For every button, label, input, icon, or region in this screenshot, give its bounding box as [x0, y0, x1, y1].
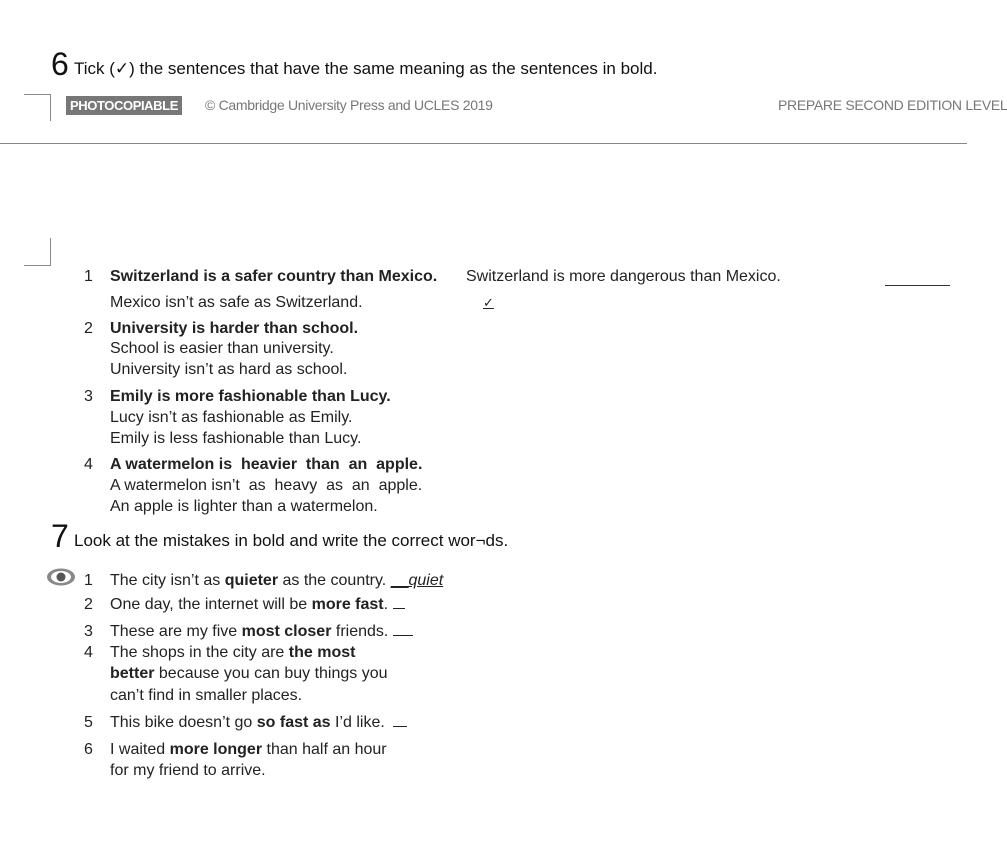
ex7-item-2-mistake: more fast — [311, 596, 384, 613]
ex7-item-4-post: because you can buy things you — [154, 665, 388, 682]
ex7-item-4-line-2 — [110, 664, 388, 684]
ex7-item-5-mistake: so fast as — [256, 714, 331, 731]
ex6-item-2-option-1: School is easier than university. — [110, 340, 334, 357]
ex7-item-4-pre: The shops in the city are — [110, 644, 289, 661]
ex7-item-1-post: as the country. — [278, 572, 387, 589]
ex6-item-3-number: 3 — [84, 388, 93, 405]
ex7-item-3-mistake: most closer — [241, 623, 332, 640]
ex7-item-4-number: 4 — [84, 644, 93, 661]
ex7-item-6-pre: I waited — [110, 741, 170, 758]
ex7-item-6-number: 6 — [84, 741, 93, 758]
exercise-7-number: 7 — [51, 518, 69, 554]
ex6-item-2-bold: University is harder than school. — [110, 320, 359, 337]
ex7-item-2-sentence — [110, 595, 405, 615]
ex7-item-2-post: . — [383, 596, 389, 613]
ex7-item-3-pre: These are my five — [110, 623, 242, 640]
ex7-item-2-pre: One day, the internet will be — [110, 596, 312, 613]
ex7-item-4-mistake-2: better — [110, 665, 155, 682]
level-text: PREPARE SECOND EDITION LEVEL — [778, 97, 1007, 113]
ex6-item-1-option-1: Switzerland is more dangerous than Mexico. — [466, 268, 781, 285]
ex6-item-4-number: 4 — [84, 456, 93, 473]
ex6-item-4-option-2: An apple is lighter than a watermelon. — [110, 498, 378, 515]
ex6-item-3-option-1: Lucy isn’t as fashionable as Emily. — [110, 409, 353, 426]
example-eye-icon — [46, 567, 76, 587]
ex7-item-6-post: than half an hour — [262, 741, 387, 758]
ex6-item-3-bold: Emily is more fashionable than Lucy. — [110, 388, 391, 405]
crop-mark-bottom-vertical — [50, 238, 51, 265]
ex7-item-1-pre: The city isn’t as — [110, 572, 225, 589]
ex7-item-3-post: friends. — [331, 623, 389, 640]
ex7-item-5-pre: This bike doesn’t go — [110, 714, 257, 731]
ex6-item-4-option-1: A watermelon isn’t as heavy as an apple. — [110, 477, 423, 494]
page-divider — [0, 143, 967, 144]
ex7-item-3-sentence — [110, 622, 413, 642]
ex6-item-3-option-2: Emily is less fashionable than Lucy. — [110, 430, 362, 447]
ex6-item-1-bold: Switzerland is a safer country than Mexico. — [110, 268, 438, 285]
ex7-item-2-answer-blank[interactable] — [393, 608, 405, 609]
ex7-item-5-sentence — [110, 713, 407, 733]
ex7-item-6-line-1 — [110, 740, 387, 760]
exercise-6-number: 6 — [51, 46, 69, 82]
ex7-item-1-number: 1 — [84, 572, 93, 589]
crop-mark-top — [24, 94, 51, 95]
ex6-item-1-answer-line[interactable] — [885, 285, 950, 286]
ex7-item-4-mistake: the most — [288, 644, 356, 661]
exercise-6-instruction: Tick (✓) the sentences that have the same meaning as the sentences in bold. — [74, 59, 658, 78]
copyright-text: © Cambridge University Press and UCLES 2019 — [205, 97, 493, 113]
ex6-item-1-option-2: Mexico isn’t as safe as Switzerland. — [110, 294, 363, 311]
crop-mark-bottom — [24, 265, 51, 266]
ex7-item-4-line-3: can’t find in smaller places. — [110, 687, 303, 704]
ex7-item-3-answer-blank[interactable] — [393, 635, 413, 636]
ex7-item-1-answer-text: quiet — [408, 572, 444, 589]
ex7-item-4-line-1 — [110, 643, 355, 663]
ex7-item-6-mistake: more longer — [169, 741, 263, 758]
ex7-item-1-mistake: quieter — [224, 572, 279, 589]
ex6-item-1-number: 1 — [84, 268, 93, 285]
ex7-item-5-answer-blank[interactable] — [393, 726, 407, 727]
ex7-item-1-answer: __quiet — [390, 572, 444, 589]
ex7-item-6-line-2: for my friend to arrive. — [110, 762, 266, 779]
crop-mark-top-vertical — [50, 94, 51, 121]
tick-mark-icon: ✓ — [483, 295, 494, 310]
ex6-item-2-option-2: University isn’t as hard as school. — [110, 361, 348, 378]
photocopiable-badge: PHOTOCOPIABLE — [66, 96, 182, 115]
ex7-item-5-post: I’d like. — [330, 714, 385, 731]
ex7-item-1-sentence — [110, 571, 443, 591]
ex7-item-3-number: 3 — [84, 623, 93, 640]
ex7-item-5-number: 5 — [84, 714, 93, 731]
ex6-item-4-bold: A watermelon is heavier than an apple. — [110, 456, 423, 473]
ex6-item-2-number: 2 — [84, 320, 93, 337]
exercise-7-instruction: Look at the mistakes in bold and write the correct wor¬ds. — [74, 531, 509, 550]
ex7-item-2-number: 2 — [84, 596, 93, 613]
